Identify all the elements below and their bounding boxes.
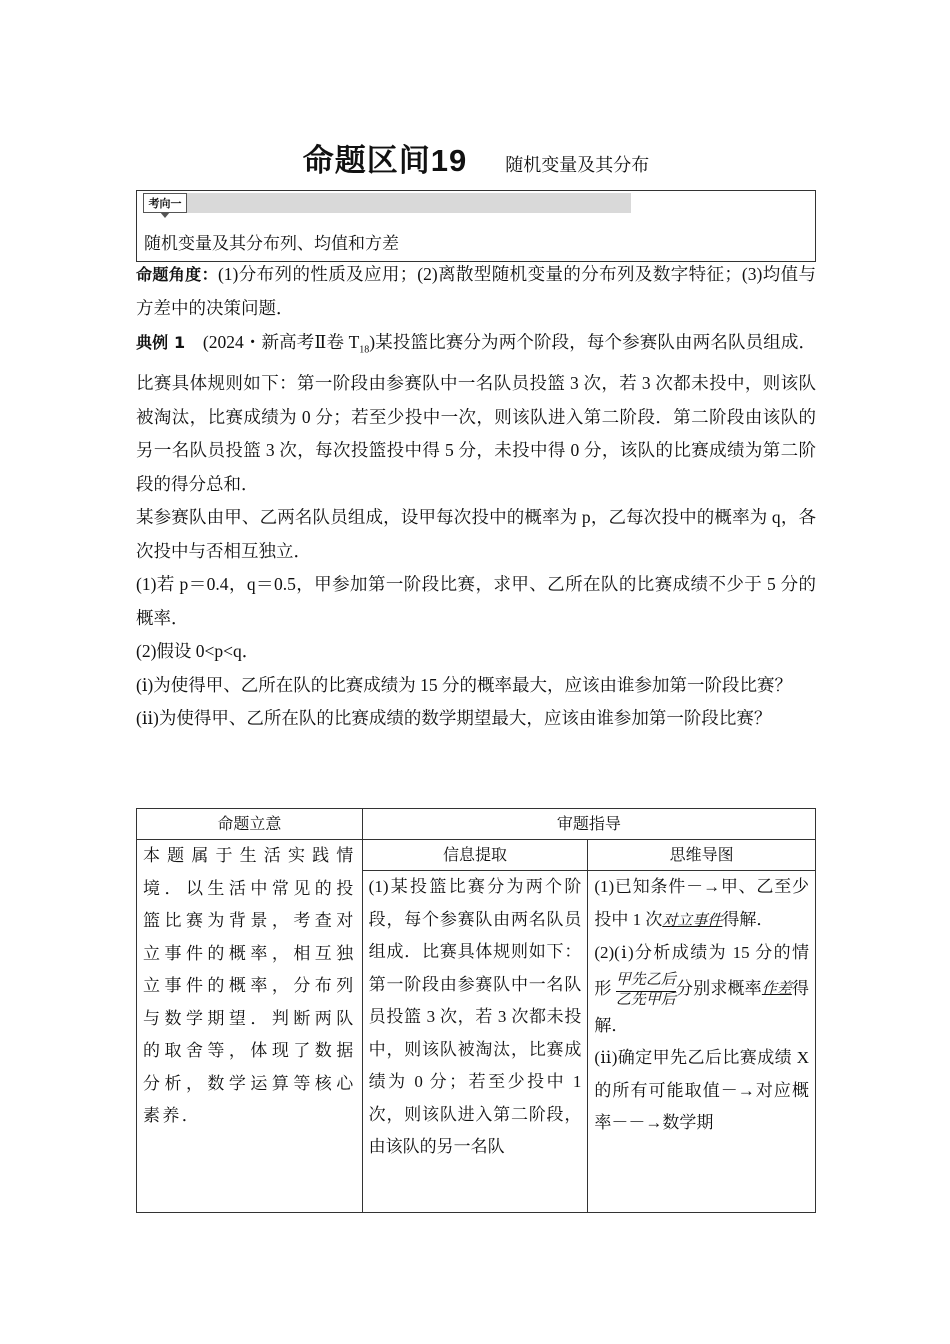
example-q2i: (ⅰ)为使得甲、乙所在队的比赛成绩为 15 分的概率最大，应该由谁参加第一阶段比赛？ (136, 674, 792, 695)
section-bar (143, 193, 631, 213)
example-para2: 某参赛队由甲、乙两名队员组成，设甲每次投中的概率为 p，乙每次投中的概率为 q，各次投中与否相互独立． (136, 507, 816, 561)
mindmap-step2-top: 甲先乙后 (615, 971, 676, 988)
intro (136, 258, 816, 325)
mindmap-text (594, 871, 809, 1211)
section-heading: 随机变量及其分布列、均值和方差 (144, 234, 399, 254)
page-title (136, 135, 816, 180)
title-main: 命题区间19 (302, 143, 468, 178)
mindmap-step2-bottom: 乙先甲后 (615, 991, 676, 1008)
table-cell-mindmap (588, 871, 816, 1213)
mindmap-step2-fraction (616, 970, 676, 1010)
intent-text: 本题属于生活实践情境．以生活中常见的投篮比赛为背景，考查对立事件的概率，相互独立事件的概率，分布列与数学期望．判断两队的取舍等，体现了数据分析，数学运算等核心素养． (143, 846, 356, 1125)
table-cell-intent (137, 840, 363, 1213)
analysis-table (136, 808, 816, 1213)
mindmap-step1: (1)已知条件－→甲、乙至少投中 1 次 (594, 877, 809, 929)
example-source-sub: 18 (359, 344, 370, 356)
mindmap-step2-end: 得解． (594, 978, 809, 1035)
section-tag: 考向一 (143, 193, 187, 213)
table-header-intent: 命题立意 (137, 809, 363, 840)
mindmap-step2: (2)(ⅰ)分析成绩为 15 分的情形 (594, 943, 809, 998)
table-header-mindmap: 思维导图 (588, 840, 816, 871)
mindmap-step1-arrow: 对立事件 (662, 912, 723, 929)
table-header-info: 信息提取 (362, 840, 588, 871)
example (136, 326, 816, 736)
example-label: 典例 1 (136, 333, 186, 352)
mindmap-step1-end: 得解． (722, 909, 774, 929)
example-q2: (2)假设 0<p<q． (136, 641, 260, 661)
example-q2ii: (ⅱ)为使得甲、乙所在队的比赛成绩的数学期望最大，应该由谁参加第一阶段比赛？ (136, 708, 772, 728)
table-header-guide: 审题指导 (362, 809, 815, 840)
info-text: (1)某投篮比赛分为两个阶段，每个参赛队由两名队员组成．比赛具体规则如下：第一阶段由参赛队中一名队员投篮 3 次，若 3 次都未投中，则该队被淘汰，比赛成绩为 0 分；若至少投中 1 次，则该队进入第二阶段，由该队的另一名队 (368, 877, 582, 1156)
mindmap-step3: (ⅱ)确定甲先乙后比赛成绩 X 的所有可能取值－→对应概率－－→数学期 (594, 1048, 809, 1132)
table-cell-info (362, 871, 588, 1213)
title-sub: 随机变量及其分布 (505, 155, 650, 176)
section-box (136, 190, 816, 262)
example-source-end: ) (369, 332, 376, 352)
mindmap-step2-mid: 分别求概率 (675, 978, 762, 998)
example-q1: (1)若 p＝0.4，q＝0.5，甲参加第一阶段比赛，求甲、乙所在队的比赛成绩不少于 5 分的概率． (136, 574, 816, 628)
intro-text: (1)分布列的性质及应用；(2)离散型随机变量的分布列及数字特征；(3)均值与方差中的决策问题． (136, 264, 816, 318)
mindmap-step2-arrow: 作差 (761, 981, 792, 998)
example-source: (2024・新高考Ⅱ卷 T (202, 332, 360, 352)
intro-label: 命题角度： (136, 265, 218, 284)
example-text: 某投篮比赛分为两个阶段，每个参赛队由两名队员组成．比赛具体规则如下：第一阶段由参赛队中一名队员投篮 3 次，若 3 次都未投中，则该队被淘汰，比赛成绩为 0 分；若至少投中一次，则该队进入第二阶段．第二阶段由该队的另一名队员投篮 3 次，每次投篮投中得 5 分，未投中得 0 分，该队的比赛成绩为第二阶段的得分总和． (136, 332, 816, 494)
